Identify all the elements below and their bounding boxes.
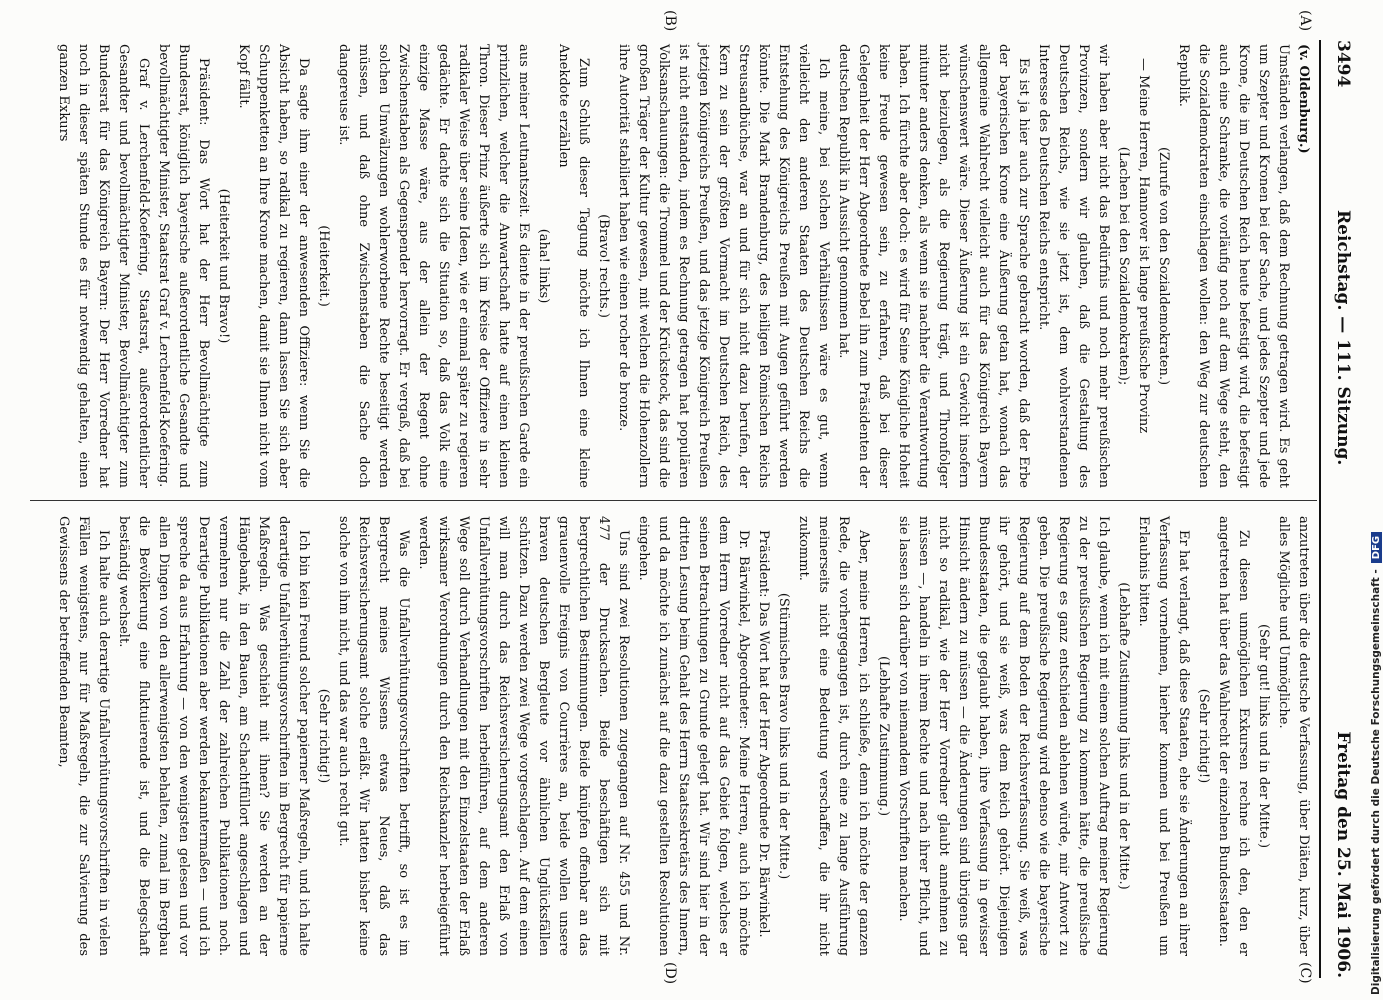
right-column	[53, 516, 1313, 956]
paragraph: Dr. Bärwinkel, Abgeordneter: Meine Herren, auch ich möchte dem Herrn Vorredner nicht auf das Gebiet folgen, welches er seinen Betrachtungen zu Grunde gelegt hat. Wir sind hier in der dritten Lesung beim Gehalt des Herrn Staatssekretärs des Innern, und da möchte ich zunächst auf die dazu gestellten Resolutionen eingehen.	[636, 516, 751, 956]
digitization-note-text: Digitalisierung gefördert durch die Deutsche Forschungsgemeinschaft -	[1370, 569, 1382, 995]
paragraph: (Sehr gut! links und in der Mitte.)	[1256, 623, 1271, 849]
paragraph: Präsident: Das Wort hat der Herr Bevollmächtigte zum Bundesrat, königlich bayerische außerordentliche Gesandte und bevollmächtigter Minister, Staatsrat Graf v. Lerchenfeld-Koefering.	[156, 44, 211, 488]
paragraph: Graf v. Lerchenfeld-Koefering, Staatsrat, außerordentlicher Gesandter und bevollmächtigter Minister, Bevollmächtigter zum Bundesrat für das Königreich Bayern: Der Herr Vorredner hat noch in dieser späten Stunde es für notwendig gehalten, einen ganzen Exkurs	[56, 44, 151, 488]
page-number: 3494	[1333, 40, 1353, 88]
paragraph: (Heiterkeit.)	[316, 225, 331, 307]
left-column	[53, 44, 1313, 488]
paragraph: (v. Oldenburg.)	[1296, 44, 1311, 154]
header-rule	[1319, 40, 1321, 978]
paragraph: (aha! links)	[536, 228, 551, 304]
paragraph: Ich meine, bei solchen Verhältnissen wäre es gut, wenn vielleicht den anderen Staaten des Deutschen Reichs die Entstehung des Königreichs Preußen mit Augen geführt werden könnte. Die Mark Brandenburg, des heiligen Römischen Reichs Streusandbüchse, war an und für sich nicht dazu berufen, der Kern zu sein der größten Vormacht im Deutschen Reich, des jetzigen Königreichs Preußen, und das jetzige Königreich Preußen ist nicht entstanden, indem es Rechnung getragen hat populären Volksanschauungen: die Trommel und der Krückstock, das sind die großen Träger der Kultur gewesen, mit welchen die Hohenzollern ihre Autorität stabiliert haben wie einen rocher de bronze.	[616, 44, 831, 488]
dfg-logo: DFG	[1371, 532, 1382, 563]
paragraph: (Sehr richtig!)	[316, 688, 331, 784]
paragraph: (Stürmisches Bravo links und in der Mitte.)	[776, 592, 791, 880]
paragraph: (Bravo! rechts.)	[596, 214, 611, 318]
paragraph: — Meine Herren, Hannover ist lange preußische Provinz	[1136, 58, 1151, 434]
paragraph: Da sagte ihm einer der anwesenden Offiziere: wenn Sie die Absicht haben, so radikal zu regieren, dann lassen Sie sich aber Schuppenketten an Ihre Krone machen, damit sie Ihnen nicht vom Kopf fällt.	[236, 44, 311, 488]
paragraph: (Heiterkeit und Bravo!)	[216, 188, 231, 344]
paragraph: Zu diesen unmöglichen Exkursen rechne ich den, den er angetreten hat über das Wahlrecht der einzelnen Bundesstaaten.	[1216, 516, 1251, 956]
paragraph: (Sehr richtig!)	[1196, 688, 1211, 784]
session-title: Reichstag. — 111. Sitzung.	[1333, 210, 1353, 466]
paragraph: Ich bin kein Freund solcher papierner Maßregeln, und ich halte derartige Unfallverhütungsvorschriften im Bergrecht für papierne Maßregeln. Was geschieht mit ihnen? Sie werden an der Hängebank, in den Bauen, am Schachtfüllort angeschlagen und vermehren nur die Zahl der zahlreichen Publikationen noch. Derartige Publikationen aber werden bekanntermaßen — und ich spreche da aus Erfahrung — von den wenigsten gelesen und vor allen Dingen von den allerwenigsten behalten, zumal im Bergbau die Bevölkerung eine fluktuierende ist, und die Belegschaft beständig wechselt.	[116, 516, 311, 956]
paragraph: Uns sind zwei Resolutionen zugegangen auf Nr. 455 und Nr. 477 der Drucksachen. Beide beschäftigen sich mit bergrechtlichen Bestimmungen. Beide knüpfen offenbar an das grauenvolle Ereignis von Courrières an, beide wollen unsere braven deutschen Bergleute vor ähnlichen Unglücksfällen schützen. Dazu werden zwei Wege vorgeschlagen. Auf dem einen will man durch das Reichsversicherungsamt den Erlaß von Unfallverhütungsvorschriften herbeiführen, auf dem anderen Wege soll durch Verhandlungen mit den Einzelstaaten der Erlaß wirksamer Verordnungen durch den Reichskanzler herbeigeführt werden.	[416, 516, 631, 956]
session-date: Freitag den 25. Mai 1906.	[1333, 731, 1353, 978]
paragraph: Ich halte auch derartige Unfallverhütungsvorschriften in vielen Fällen wenigstens, nur für Maßregeln, die zur Salvierung des Gewissens der betreffenden Beamten,	[56, 516, 111, 956]
column-separator	[30, 500, 1317, 501]
paragraph: Aber, meine Herren, ich schließe, denn ich möchte der ganzen Rede, die vorhergegangen ist, durch eine zu lange Ausführung meinerseits nicht eine Bedeutung verschaffen, die ihr nicht zukommt.	[796, 516, 871, 956]
paragraph: Es ist ja hier auch zur Sprache gebracht worden, daß der Erbe der bayerischen Krone eine Äußerung getan hat, wonach das allgemeine Wahlrecht vielleicht auch für das Königreich Bayern wünschenswert wäre. Dieser Äußerung ist ein Gewicht insofern nicht beizulegen, als die Regierung trägt, und Thronfolger mitunter anders denken, als wenn sie nachher die Verantwortung haben. Ich fürchte aber doch: es wird für Seine Königliche Hoheit keine Freude gewesen sein, zu erfahren, daß bei dieser Gelegenheit der Herr Abgeordnete Bebel ihn zum Präsidenten der deutschen Republik in Aussicht genommen hat.	[836, 44, 1031, 488]
paragraph: aus meiner Leutnantszeit. Es diente in der preußischen Garde ein prinzlichen, welcher die Anwartschaft hatte auf einen kleinen Thron. Dieser Prinz äußerte sich im Kreise der Offiziere in sehr radikaler Weise über seine Ideen, wie er einmal später zu regieren gedächte. Er dachte sich die Situation so, daß das Volk eine einzige Masse wäre, aus der allein der Regent ohne Zwischenstaben als Gegenspender hervorragt. Er vergaß, daß bei solchen Umwälzungen wohlerworbene Rechte beseitigt werden müssen, und daß ohne Zwischenstaben die Sache doch dangereuse ist.	[336, 44, 531, 488]
paragraph: Ich glaube, wenn ich mit einem solchen Auftrag meiner Regierung zu der preußischen Regierung zu kommen hätte, die preußische Regierung es ganz entschieden ablehnen würde, mir Antwort zu geben. Die preußische Regierung wird ebenso wie die bayerische Regierung auf dem Boden der Reichsverfassung. Sie weiß, was ihr gehört, und sie weiß, was dem Reich gehört. Diejenigen Bundesstaaten, die geglaubt haben, ihre Verfassung in gewisser Hinsicht ändern zu müssen — die Änderungen sind übrigens gar nicht so radikal, wie der Herr Vorredner glaubt annehmen zu müssen —, handeln in ihrem Rechte und nach ihrer Pflicht, und sie lassen sich darüber von niemandem Vorschriften machen.	[896, 516, 1111, 956]
paragraph: (Zurufe von den Sozialdemokraten.)	[1156, 146, 1171, 386]
paragraph: Präsident: Das Wort hat der Herr Abgeordnete Dr. Bärwinkel.	[756, 530, 771, 938]
margin-marker-c: (C)	[1297, 962, 1313, 984]
page-header	[1323, 40, 1361, 978]
digitization-note	[1370, 5, 1382, 995]
paragraph: Er hat verlangt, daß diese Staaten, ehe sie Änderungen an ihrer Verfassung vornehmen, hierher kommen und bei Preußen um Erlaubnis bitten.	[1136, 516, 1191, 956]
margin-marker-d: (D)	[662, 962, 678, 985]
paragraph: Umständen verlangen, daß dem Rechnung getragen wird. Es geht um Szepter und Kronen bei der Sache, und jedes Szepter und jede Krone, die im Deutschen Reich heute befestigt wird, die befestigt auch eine Schranke, die vorläufig noch auf dem Wege steht, den die Sozialdemokraten einschlagen wollen: den Weg zur deutschen Republik.	[1176, 44, 1291, 488]
margin-marker-b: (B)	[662, 10, 678, 32]
paragraph: wir haben aber nicht das Bedürfnis und noch mehr preußischen Provinzen, sondern wir glauben, daß die Gestaltung des Deutschen Reichs, wie sie jetzt ist, dem wohlverstandenen Interesse des Deutschen Reichs entspricht.	[1036, 44, 1111, 488]
margin-marker-a: (A)	[1297, 10, 1313, 32]
paragraph: (Lebhafte Zustimmung.)	[876, 655, 891, 817]
paragraph: (Lachen bei den Sozialdemokraten);	[1116, 146, 1131, 386]
paragraph: Was die Unfallverhütungsvorschriften betrifft, so ist es im Bergrecht meines Wissens etwas Neues, daß das Reichsversicherungsamt solche erläßt. Wir hatten bisher keine solche von ihm nicht, und das war auch recht gut.	[336, 516, 411, 956]
paragraph: anzutreten über die deutsche Verfassung, über Diäten, kurz, über alles Mögliche und Unmögliche.	[1276, 516, 1311, 956]
paragraph: (Lebhafte Zustimmung links und in der Mitte.)	[1116, 582, 1131, 890]
paragraph: Zum Schluß dieser Tagung möchte ich Ihnen eine kleine Anekdote erzählen	[556, 44, 591, 488]
